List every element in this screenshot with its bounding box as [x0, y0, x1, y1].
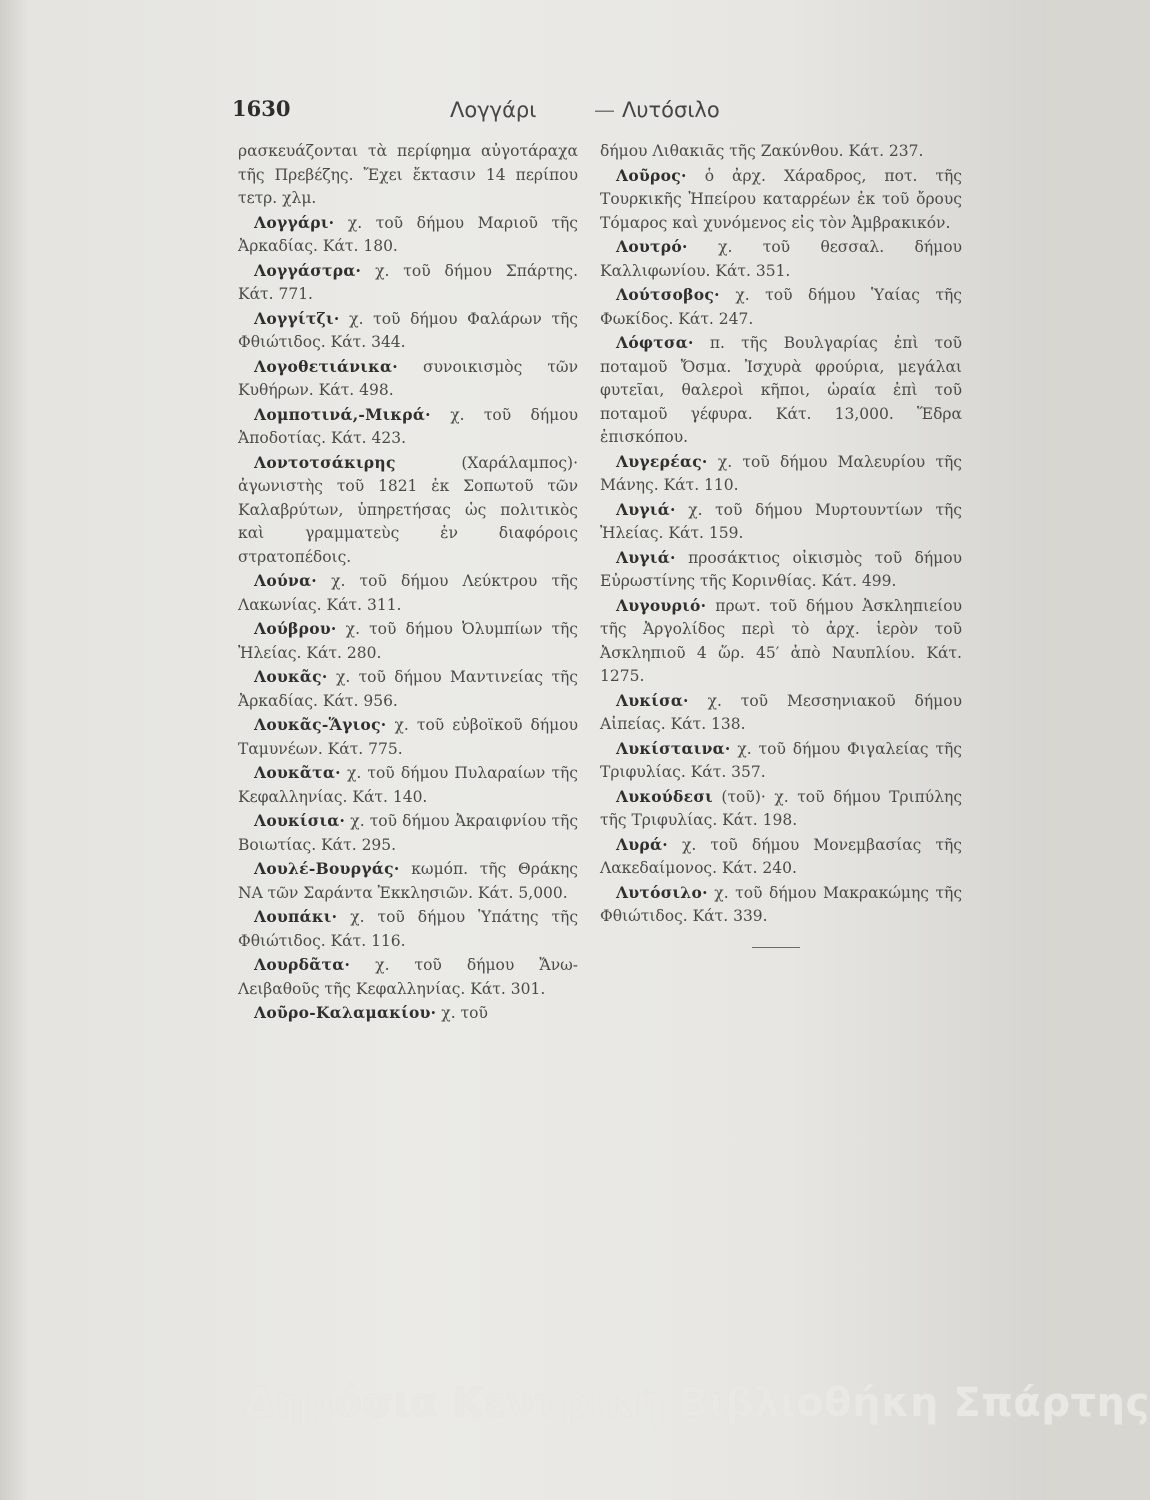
entry-headword: Λυκίσταινα· [616, 738, 731, 758]
entry-headword: Λουκᾶτα· [254, 763, 341, 782]
dictionary-entry [600, 331, 962, 450]
entry-text: πρωτ. τοῦ δήμου Ἀσκληπιείου τῆς Ἀργολίδος περὶ τὸ ἀρχ. ἱερὸν τοῦ Ἀσκληπιοῦ 4 ὥρ. 45′ ἀπὸ Ναυπλίου. Κάτ. 1275. [600, 596, 962, 685]
entry-headword: Λουτρό· [616, 237, 688, 256]
entry-text: χ. τοῦ δήμου Ἄνω-Λειβαθοῦς τῆς Κεφαλληνίας. Κάτ. 301. [238, 956, 578, 998]
running-head-left: Λογγάρι [450, 98, 537, 122]
entry-headword: Λουκᾶς· [254, 667, 328, 686]
entry-headword: Λυκούδεσι [616, 786, 713, 806]
dictionary-entry [600, 546, 962, 594]
page-header [232, 96, 1032, 132]
dictionary-entry [238, 569, 578, 617]
entry-text: π. τῆς Βουλγαρίας ἐπὶ τοῦ ποταμοῦ Ὄσμα. Ἰσχυρὰ φρούρια, μεγάλαι φυτεῖαι, θαλεροὶ κῆποι, ὡραία ἐπὶ τοῦ ποταμοῦ γέφυρα. Κάτ. 13,000. Ἕδρα ἐπισκόπου. [600, 334, 962, 446]
end-of-column-rule [752, 947, 800, 948]
entry-headword: Λούνα· [254, 571, 317, 590]
entry-headword: Λοντοτσάκιρης [254, 452, 396, 472]
dictionary-entry [600, 450, 962, 498]
entry-headword: Λυγιά· [616, 499, 676, 519]
entry-text: χ. τοῦ δήμου Ὑπάτης τῆς Φθιώτιδος. Κάτ. 116. [238, 908, 578, 950]
entry-text: χ. τοῦ δήμου Μαλευρίου τῆς Μάνης. Κάτ. 110. [600, 452, 962, 494]
entry-headword: Λογγίτζι· [254, 308, 340, 328]
entry-headword: Λουκᾶς-Ἅγιος· [254, 715, 387, 734]
dictionary-entry [238, 665, 578, 713]
entry-headword: Λυτόσιλο· [616, 882, 708, 902]
entry-headword: Λοῦρο-Καλαμακίου· [254, 1003, 437, 1022]
entry-text: κωμόπ. τῆς Θράκης ΝΑ τῶν Σαράντα Ἐκκλησιῶν. Κάτ. 5,000. [238, 860, 578, 902]
entry-text: χ. τοῦ δήμου Μαντινείας τῆς Ἀρκαδίας. Κάτ. 956. [238, 668, 578, 710]
library-watermark: Δημόσια Κεντρική Βιβλιοθήκη Σπάρτης [244, 1380, 1150, 1426]
entry-text: χ. τοῦ δήμου Πυλαραίων τῆς Κεφαλληνίας. Κάτ. 140. [238, 764, 578, 806]
dictionary-entry [600, 164, 962, 236]
entry-text: χ. τοῦ δήμου Ὀλυμπίων τῆς Ἠλείας. Κάτ. 280. [238, 620, 578, 662]
dictionary-entry [238, 307, 578, 355]
dictionary-entry [238, 451, 578, 570]
dictionary-entry [238, 259, 578, 307]
entry-headword: Λυγουριό· [616, 595, 707, 615]
entry-headword: Λογγάστρα· [254, 260, 362, 280]
dictionary-entry [600, 498, 962, 546]
dictionary-entry [600, 881, 962, 929]
entry-headword: Λουλέ-Βουργάς· [254, 859, 400, 878]
dictionary-entry [600, 283, 962, 331]
dictionary-entry [238, 809, 578, 857]
dictionary-entry [238, 905, 578, 953]
dictionary-entry [600, 689, 962, 737]
entry-text: ὁ ἀρχ. Χάραδρος, ποτ. τῆς Τουρκικῆς Ἠπείρου καταρρέων ἐκ τοῦ ὄρους Τόμαρος καὶ χυνόμενος εἰς τὸν Ἀμβρακικόν. [600, 166, 962, 232]
running-head-right: Λυτόσιλο [622, 98, 720, 122]
entry-headword: Λοῦρος· [616, 165, 687, 185]
entry-text: χ. τοῦ δήμου Μυρτουντίων τῆς Ἠλείας. Κάτ. 159. [600, 500, 962, 542]
dictionary-entry [600, 833, 962, 881]
entry-text: προσάκτιος οἰκισμὸς τοῦ δήμου Εὐρωστίνης τῆς Κορινθίας. Κάτ. 499. [600, 548, 962, 590]
entry-text: χ. τοῦ δήμου Σπάρτης. Κάτ. 771. [238, 261, 578, 303]
entry-headword: Λογγάρι· [254, 212, 335, 232]
entry-text: (τοῦ)· χ. τοῦ δήμου Τριπύλης τῆς Τριφυλίας. Κάτ. 198. [600, 787, 962, 829]
entry-text: χ. τοῦ δήμου Μονεμβασίας τῆς Λακεδαίμονος. Κάτ. 240. [600, 835, 962, 877]
entry-text: χ. τοῦ δήμου Φιγαλείας τῆς Τριφυλίας. Κάτ. 357. [600, 739, 962, 781]
entry-text: δήμου Λιθακιᾶς τῆς Ζακύνθου. Κάτ. 237. [600, 142, 924, 160]
dictionary-entry [600, 140, 962, 164]
dictionary-entry [600, 785, 962, 833]
entry-text: χ. τοῦ εὐβοϊκοῦ δήμου Ταμυνέων. Κάτ. 775. [238, 716, 578, 758]
dictionary-entry [600, 235, 962, 283]
dictionary-entry [238, 355, 578, 403]
entry-text: χ. τοῦ θεσσαλ. δήμου Καλλιφωνίου. Κάτ. 351. [600, 238, 962, 280]
dictionary-entry [600, 737, 962, 785]
dictionary-entry [238, 403, 578, 451]
entry-headword: Λούβρου· [254, 619, 337, 638]
entry-headword: Λυρά· [616, 834, 668, 854]
entry-headword: Λυγερέας· [616, 451, 708, 471]
entry-headword: Λυγιά· [616, 547, 676, 567]
entry-headword: Λουρδᾶτα· [254, 955, 351, 974]
entry-headword: Λουπάκι· [254, 907, 338, 926]
entry-headword: Λογοθετιάνικα· [254, 356, 398, 376]
entry-text: χ. τοῦ δήμου Ἀποδοτίας. Κάτ. 423. [238, 405, 578, 447]
entry-text: συνοικισμὸς τῶν Κυθήρων. Κάτ. 498. [238, 357, 578, 399]
entry-text: χ. τοῦ δήμου Λεύκτρου τῆς Λακωνίας. Κάτ. 311. [238, 572, 578, 614]
entry-text: χ. τοῦ δήμου Μαριοῦ τῆς Ἀρκαδίας. Κάτ. 180. [238, 213, 578, 255]
entry-text: χ. τοῦ [436, 1004, 488, 1022]
entry-text: χ. τοῦ δήμου Φαλάρων τῆς Φθιώτιδος. Κάτ. 344. [238, 309, 578, 351]
entry-headword: Λομποτινά,-Μικρά· [254, 404, 431, 424]
dictionary-entry [238, 857, 578, 905]
dictionary-entry [238, 140, 578, 211]
entry-text: χ. τοῦ δήμου Μακρακώμης τῆς Φθιώτιδος. Κάτ. 339. [600, 883, 962, 925]
entry-headword: Λόφτσα· [616, 333, 694, 352]
entry-text: χ. τοῦ Μεσσηνιακοῦ δήμου Αἰπείας. Κάτ. 138. [600, 691, 962, 733]
dictionary-entry [238, 761, 578, 809]
dictionary-entry [238, 1001, 578, 1026]
entry-text: ρασκευάζονται τὰ περίφημα αὐγοτάραχα τῆς Πρεβέζης. Ἔχει ἔκτασιν 14 περίπου τετρ. χλμ. [238, 142, 578, 207]
entry-headword: Λούτσοβος· [616, 285, 720, 304]
left-column [238, 140, 578, 1026]
entry-text: χ. τοῦ δήμου Ἀκραιφνίου τῆς Βοιωτίας. Κάτ. 295. [238, 812, 578, 854]
dictionary-entry [238, 713, 578, 761]
entry-headword: Λουκίσια· [254, 811, 346, 830]
entry-headword: Λυκίσα· [616, 690, 689, 710]
dictionary-entry [238, 953, 578, 1001]
page-number: 1630 [232, 96, 291, 121]
dictionary-entry [238, 617, 578, 665]
right-column [600, 140, 962, 948]
entry-text: (Χαράλαμπος)· ἀγωνιστὴς τοῦ 1821 ἐκ Σοπωτοῦ τῶν Καλαβρύτων, ὑπηρετήσας ὡς πολιτικὸς καὶ γραμματεὺς ἐν διαφόροις στρατοπέδοις. [238, 453, 578, 566]
page-edge-shadow [0, 0, 28, 1500]
dictionary-entry [238, 211, 578, 259]
dictionary-entry [600, 594, 962, 689]
entry-text: χ. τοῦ δήμου Ὑαίας τῆς Φωκίδος. Κάτ. 247. [600, 286, 962, 328]
running-head-dash: — [594, 98, 615, 122]
